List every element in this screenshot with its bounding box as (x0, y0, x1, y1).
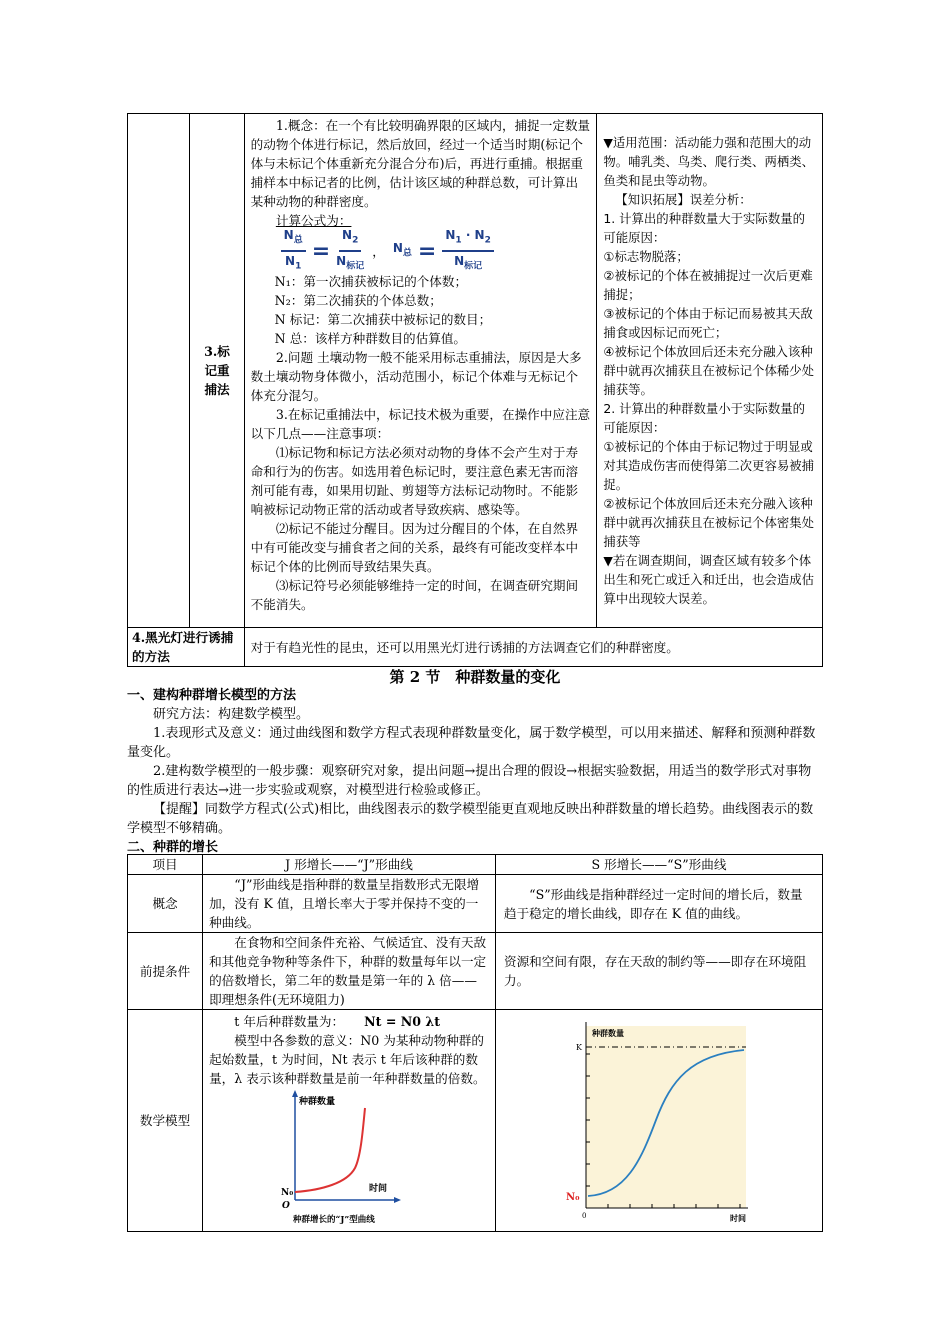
formula-label: 计算公式为： (275, 213, 352, 228)
part1-method: 研究方法：构建数学模型。 (153, 707, 310, 722)
row-math-s (495, 1010, 822, 1232)
part1 (127, 686, 817, 857)
note-2: ⑵标记不能过分醒目。因为过分醒目的个体，在自然界中有可能改变与捕食者之间的关系，最终有可能改变样本中标记个体的比例而导致结果失真。 (250, 521, 579, 574)
j-formula-line: t 年后种群数量为： Nt = N0 λt (234, 1014, 441, 1029)
row-math-label: 数学模型 (128, 1010, 203, 1232)
mark-recapture-table (127, 113, 823, 667)
black-light-text: 对于有趋光性的昆虫，还可以用黑光灯进行诱捕的方法调查它们的种群密度。 (244, 628, 822, 667)
def-n2: N₂：第二次捕获的个体总数； (274, 293, 442, 308)
method-detail-cell (244, 114, 597, 628)
row-concept-label: 概念 (128, 875, 203, 933)
j-xlabel: 时间 (369, 1184, 388, 1194)
method-label-cell (190, 114, 244, 628)
expand-heading: 【知识拓展】误差分析： (615, 192, 752, 207)
j-curve-chart (281, 1088, 417, 1228)
tech-intro: 3.在标记重捕法中，标记技术极为重要，在操作中应注意以下几点——注意事项： (250, 407, 591, 441)
migration-note: ▼若在调查期间，调查区域有较多个体出生和死亡或迁入和迁出，也会造成估算中出现较大误差。 (603, 553, 815, 606)
under-heading: 2. 计算出的种群数量小于实际数量的可能原因： (603, 401, 805, 435)
s-ylabel: 种群数量 (591, 1028, 624, 1038)
black-light-label: 4.黑光灯进行诱捕的方法 (128, 628, 245, 667)
row-math-j (203, 1010, 496, 1232)
scope-text: ▼适用范围：活动能力强和范围大的动物。哺乳类、鸟类、爬行类、两栖类、鱼类和昆虫等动物。 (603, 135, 815, 188)
part1-tip: 【提醒】同数学方程式(公式)相比，曲线图表示的数学模型能更直观地反映出种群数量的增长趋势。曲线图表示的数学模型不够精确。 (127, 802, 814, 836)
under-reason-1: ①被标记的个体由于标记物过于明显或对其造成伤害而使得第二次更容易被捕捉。 (603, 439, 815, 492)
row-concept-s: “S”形曲线是指种群经过一定时间的增长后，数量趋于稳定的增长曲线，即存在 K 值的曲线。 (495, 875, 822, 933)
j-formula: Nt = N0 λt (364, 1014, 441, 1029)
empty-cell (128, 114, 190, 628)
growth-table (127, 854, 823, 1232)
part1-p1: 1.表现形式及意义：通过曲线图和数学方程式表现种群数量变化，属于数学模型，可以用来描述、解释和预测种群数量变化。 (127, 726, 816, 760)
s-curve-chart (496, 1010, 822, 1228)
over-reason-1: ①标志物脱落； (603, 249, 689, 264)
row-premise-s: 资源和空间有限，存在天敌的制约等——即存在环境阻力。 (495, 933, 822, 1010)
concept-text: 1.概念：在一个有比较明确界限的区域内，捕捉一定数量的动物个体进行标记，然后放回，经过一个适当时期(标记个体与未标记个体重新充分混合分布)后，再进行重捕。根据重捕样本中标记者的比例，估计该区域的种群总数，可计算出某种动物的种群密度。 (250, 118, 591, 209)
j-caption: 种群增长的“J”型曲线 (293, 1215, 375, 1225)
s-xlabel: 时间 (729, 1213, 746, 1223)
header-j: J 形增长——“J”形曲线 (203, 855, 496, 875)
over-reason-4: ④被标记个体放回后还未充分融入该种群中就再次捕获且在被标记个体稀少处捕获等。 (603, 344, 815, 397)
s-start-label: N₀ (565, 1192, 580, 1203)
j-ylabel: 种群数量 (299, 1097, 336, 1107)
j-params: 模型中各参数的意义：N0 为某种动物种群的起始数量，t 为时间，Nt 表示 t 年后该种群的数量，λ 表示该种群数量是前一年种群数量的倍数。 (209, 1033, 486, 1086)
row-premise-label: 前提条件 (128, 933, 203, 1010)
over-reason-2: ②被标记的个体在被捕捉过一次后更难捕捉； (603, 268, 813, 302)
s-zero-label: 0 (581, 1212, 587, 1220)
header-s: S 形增长——“S”形曲线 (495, 855, 822, 875)
j-x-arrow (394, 1197, 401, 1203)
j-origin-label: O (282, 1201, 290, 1211)
s-k-label: K (575, 1043, 582, 1052)
section-title: 第 2 节 种群数量的变化 (389, 668, 561, 686)
note-3: ⑶标记符号必须能够维持一定的时间，在调查研究期间不能消失。 (250, 578, 579, 612)
under-reason-2: ②被标记个体放回后还未充分融入该种群中就再次捕获且在被标记个体密集处捕获等 (603, 496, 815, 549)
j-start-label: N₀ (281, 1188, 294, 1198)
def-nmark: N 标记：第二次捕获中被标记的数目； (274, 312, 492, 327)
header-item: 项目 (128, 855, 203, 875)
error-analysis-cell (597, 114, 823, 628)
problem-text: 2.问题 土壤动物一般不能采用标志重捕法，原因是大多数土壤动物身体微小，活动范围小，标记个体难与无标记个体充分混匀。 (250, 350, 582, 403)
note-1: ⑴标记物和标记方法必须对动物的身体不会产生对于寿命和行为的伤害。如选用着色标记时，要注意色素无害而溶剂可能有毒，如果用切趾、剪翅等方法标记动物时。不能影响被标记动物正常的活动或者导致疾病、感染等。 (250, 445, 579, 517)
method-label: 3.标记重捕法 (204, 344, 230, 397)
row-concept-j: “J”形曲线是指种群的数量呈指数形式无限增加，没有 K 值，且增长率大于零并保持不变的一种曲线。 (203, 875, 496, 933)
def-ntotal: N 总：该样方种群数目的估算值。 (274, 331, 467, 346)
part1-p2: 2.建构数学模型的一般步骤：观察研究对象，提出问题→提出合理的假设→根据实验数据，用适当的数学形式对事物的性质进行表达→进一步实验或观察，对模型进行检验或修正。 (127, 764, 812, 798)
over-heading: 1. 计算出的种群数量大于实际数量的可能原因： (603, 211, 805, 245)
j-y-arrow (292, 1090, 298, 1097)
part2-heading: 二、种群的增长 (127, 840, 219, 855)
part1-heading: 一、建构种群增长模型的方法 (127, 688, 297, 703)
row-premise-j: 在食物和空间条件充裕、气候适宜、没有天敌和其他竞争物种等条件下，种群的数量每年以一定的倍数增长，第二年的数量是第一年的 λ 倍——即理想条件(无环境阻力) (203, 933, 496, 1010)
def-n1: N₁：第一次捕获被标记的个体数； (274, 274, 468, 289)
formula: $\frac{N_总}{N_1}$ = $\frac{N_2}{N_{标记}}$ ， $N_总$ = $\frac{N_1 \cdot N_2}{N_{标记}}$ (251, 230, 591, 272)
over-reason-3: ③被标记的个体由于标记而易被其天敌捕食或因标记而死亡； (603, 306, 813, 340)
